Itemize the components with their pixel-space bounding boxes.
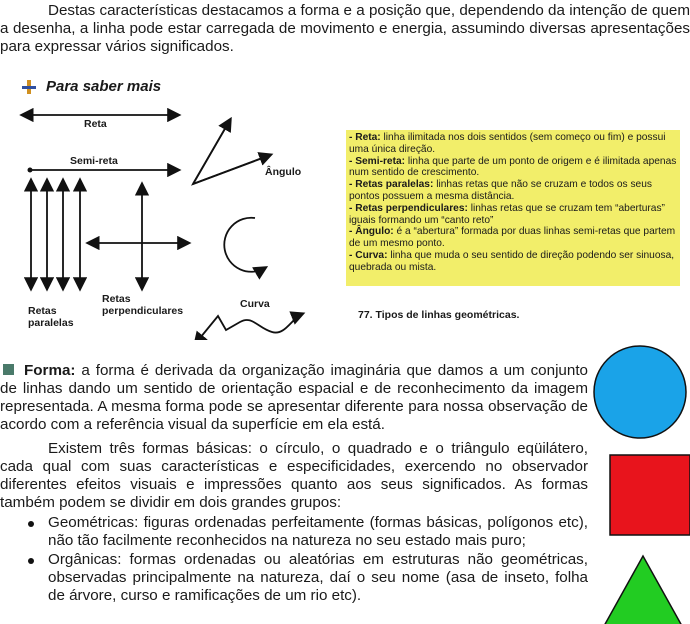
red-square — [610, 455, 690, 535]
label-retas-perp-1: Retas — [102, 293, 131, 305]
green-triangle — [604, 556, 682, 624]
form-groups-list — [0, 514, 588, 606]
forma-paragraph — [0, 362, 588, 434]
label-retas-perp-2: perpendiculares — [102, 305, 184, 317]
curva-circle — [224, 218, 265, 272]
forma-text: a forma é derivada da organização imaginária que damos a um conjunto de linhas dando um sentido de orientação espacial e de reconhecimento da imagem representada. A mesma forma pode se apresentar diferente para nossa observação de acordo com a referência visual da superfície em ela está. — [0, 362, 588, 433]
angulo-arrow-1 — [193, 120, 230, 184]
intro-paragraph: Destas características destacamos a forma e a posição que, dependendo da intenção de quem a desenha, a linha pode estar carregada de movimento e energia, assumindo diversas apresentações para expressar vários significados. — [0, 2, 690, 55]
label-retas-paralelas-1: Retas — [28, 305, 57, 317]
label-semi-reta: Semi-reta — [70, 155, 118, 167]
saber-mais-heading — [22, 78, 161, 95]
forma-keyword: Forma: — [24, 362, 76, 379]
label-curva: Curva — [240, 298, 270, 310]
note-semi-reta: - Semi-reta: linha que parte de um ponto de origem e é ilimitada apenas num sentido de crescimento. — [349, 155, 677, 179]
bullet-dot-icon — [28, 558, 34, 564]
note-angulo: - Ângulo: é a “abertura” formada por duas linhas semi-retas que partem de um mesmo ponto. — [349, 226, 676, 250]
plus-icon — [22, 80, 36, 94]
label-reta: Reta — [84, 118, 107, 130]
square-bullet-icon — [3, 364, 14, 375]
angulo-shape — [193, 120, 268, 184]
angulo-arrow-2 — [193, 155, 270, 184]
note-curva: - Curva: linha que muda o seu sentido de direção podendo ser sinuosa, quebrada ou mista. — [349, 249, 675, 273]
list-item-organicas: Orgânicas: formas ordenadas ou aleatórias em estruturas não geométricas, observadas principalmente na natureza, daí o seu nome (asa de inseto, folha de árvore, curso e ramificações de um rio etc). — [0, 551, 588, 605]
label-retas-paralelas-2: paralelas — [28, 317, 74, 329]
curva-wave — [200, 314, 302, 338]
figure-caption: 77. Tipos de linhas geométricas. — [358, 309, 520, 321]
note-reta: - Reta: linha ilimitada nos dois sentidos (sem começo ou fim) e possui uma única direção. — [349, 132, 666, 155]
label-angulo: Ângulo — [265, 166, 302, 178]
formas-basicas-paragraph: Existem três formas básicas: o círculo, o quadrado e o triângulo eqüilátero, cada qual com suas características e especificidades, exercendo no observador diferentes efeitos visuais e impressões quanto aos seus significados. As formas também podem se dividir em dois grandes grupos: — [0, 440, 588, 511]
blue-circle — [594, 346, 686, 438]
note-retas-paralelas: - Retas paralelas: linhas retas que não se cruzam e todos os seus pontos possuem a mesma distância. — [349, 179, 652, 202]
definitions-note — [346, 130, 680, 286]
list-item-geometricas: Geométricas: figuras ordenadas perfeitamente (formas básicas, polígonos etc), não tão facilmente reconhecidos na natureza no seu estado mais puro; — [0, 514, 588, 550]
bullet-dot-icon — [28, 521, 34, 527]
note-retas-perpendiculares: - Retas perpendiculares: linhas retas que se cruzam tem “aberturas” iguais formando um “canto reto” — [349, 202, 665, 226]
saber-mais-label: Para saber mais — [46, 78, 162, 95]
basic-shapes-figure — [580, 340, 690, 624]
